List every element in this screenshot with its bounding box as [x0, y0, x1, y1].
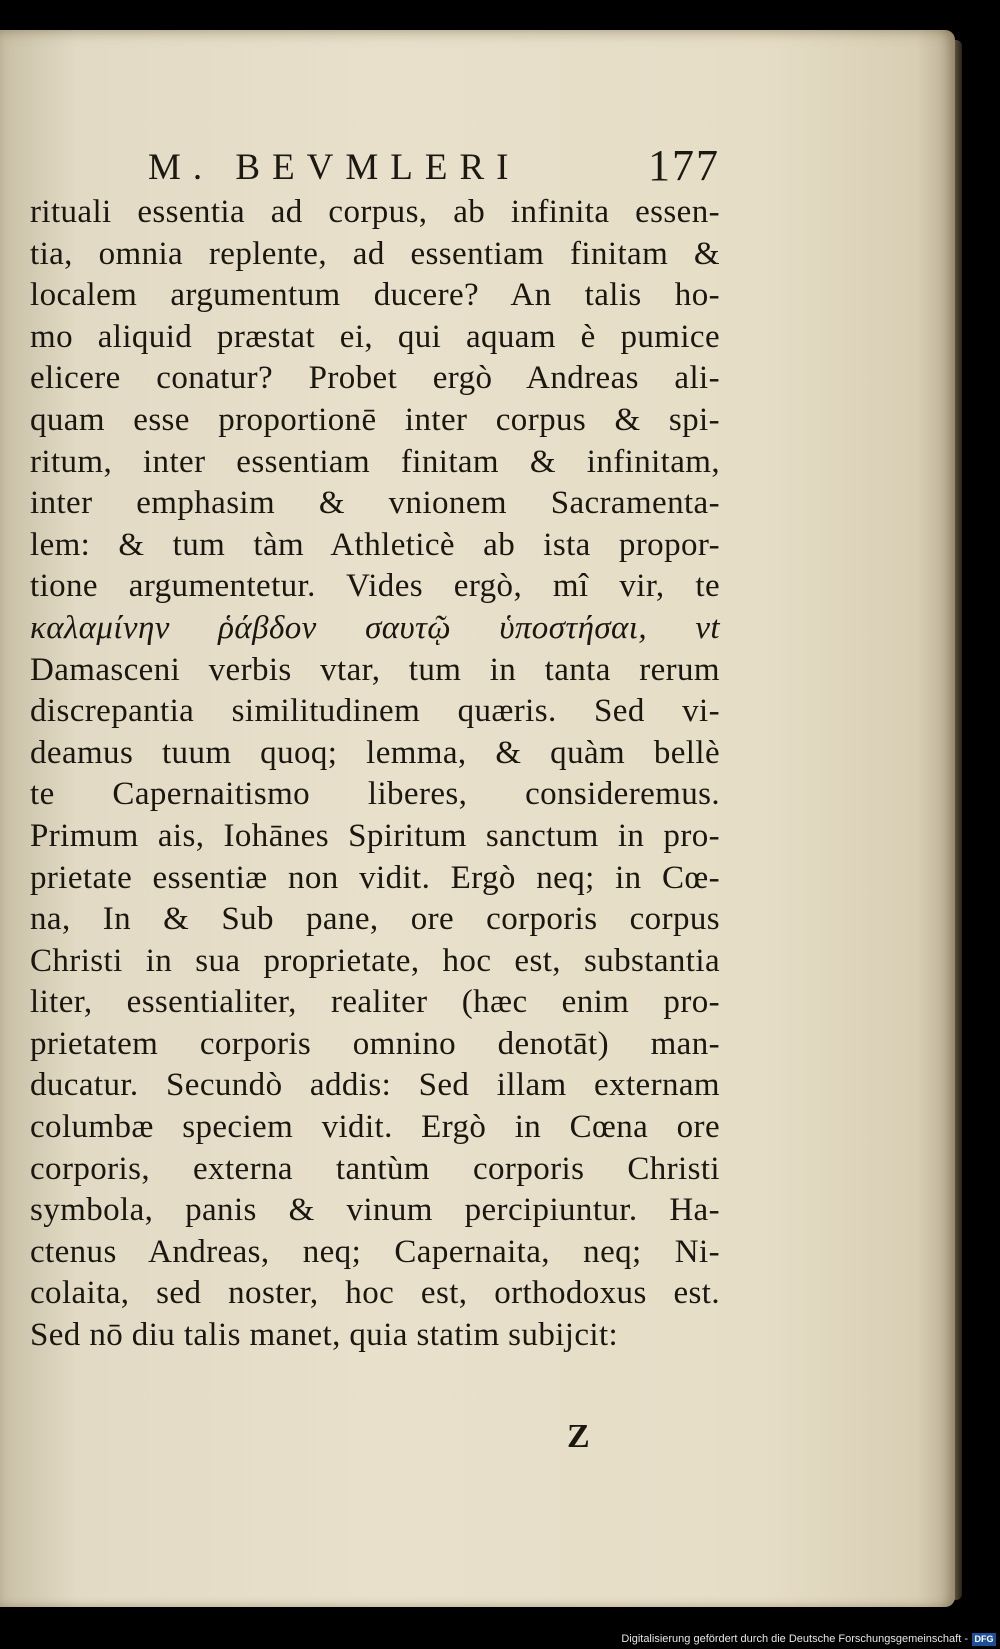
body-text — [30, 192, 720, 1357]
text-line: elicere conatur? Probet ergò Andreas ali- — [30, 360, 720, 397]
catchword: Z — [567, 1418, 590, 1455]
dfg-logo: DFG — [972, 1633, 996, 1646]
text-line: Damasceni verbis vtar, tum in tanta rerum — [30, 651, 720, 688]
text-line: liter, essentialiter, realiter (hæc enim pro- — [30, 984, 720, 1021]
page-header — [148, 140, 748, 200]
text-line: te Capernaitismo liberes, consideremus. — [30, 776, 720, 813]
text-line: prietatem corporis omnino denotāt) man- — [30, 1025, 720, 1062]
running-head: M. BEVMLERI — [148, 147, 521, 188]
text-line-greek: καλαμίνην ῥάβδον σαυτῷ ὑποστήσαι, vt — [30, 609, 720, 646]
text-line: ctenus Andreas, neq; Capernaita, neq; Ni- — [30, 1233, 720, 1270]
text-line: Primum ais, Iohānes Spiritum sanctum in pro- — [30, 817, 720, 854]
text-line: inter emphasim & vnionem Sacramenta- — [30, 485, 720, 522]
text-line: lem: & tum tàm Athleticè ab ista propor- — [30, 526, 720, 563]
book-page — [0, 30, 955, 1607]
text-line: ducatur. Secundò addis: Sed illam externam — [30, 1067, 720, 1104]
text-line: ritum, inter essentiam finitam & infinitam, — [30, 443, 720, 480]
text-line: quam esse proportionē inter corpus & spi- — [30, 401, 720, 438]
text-line: Christi in sua proprietate, hoc est, substantia — [30, 942, 720, 979]
text-line: tione argumentetur. Vides ergò, mî vir, te — [30, 568, 720, 605]
text-line: tia, omnia replente, ad essentiam finitam & — [30, 235, 720, 272]
text-line: localem argumentum ducere? An talis ho- — [30, 277, 720, 314]
text-line: symbola, panis & vinum percipiuntur. Ha- — [30, 1192, 720, 1229]
text-line: columbæ speciem vidit. Ergò in Cœna ore — [30, 1109, 720, 1146]
text-line: mo aliquid præstat ei, qui aquam è pumice — [30, 318, 720, 355]
text-line: na, In & Sub pane, ore corporis corpus — [30, 901, 720, 938]
page-number: 177 — [648, 141, 720, 190]
footer-credit: Digitalisierung gefördert durch die Deutsche Forschungsgemeinschaft - — [621, 1633, 968, 1645]
text-line: Sed nō diu talis manet, quia statim subijcit: — [30, 1317, 619, 1354]
text-line: rituali essentia ad corpus, ab infinita essen- — [30, 194, 720, 230]
text-line: prietate essentiæ non vidit. Ergò neq; in Cœ- — [30, 859, 720, 896]
text-line: discrepantia similitudinem quæris. Sed vi- — [30, 693, 720, 730]
text-line: deamus tuum quoq; lemma, & quàm bellè — [30, 734, 720, 771]
text-line: corporis, externa tantùm corporis Christi — [30, 1150, 720, 1187]
text-line: colaita, sed noster, hoc est, orthodoxus est. — [30, 1275, 720, 1312]
